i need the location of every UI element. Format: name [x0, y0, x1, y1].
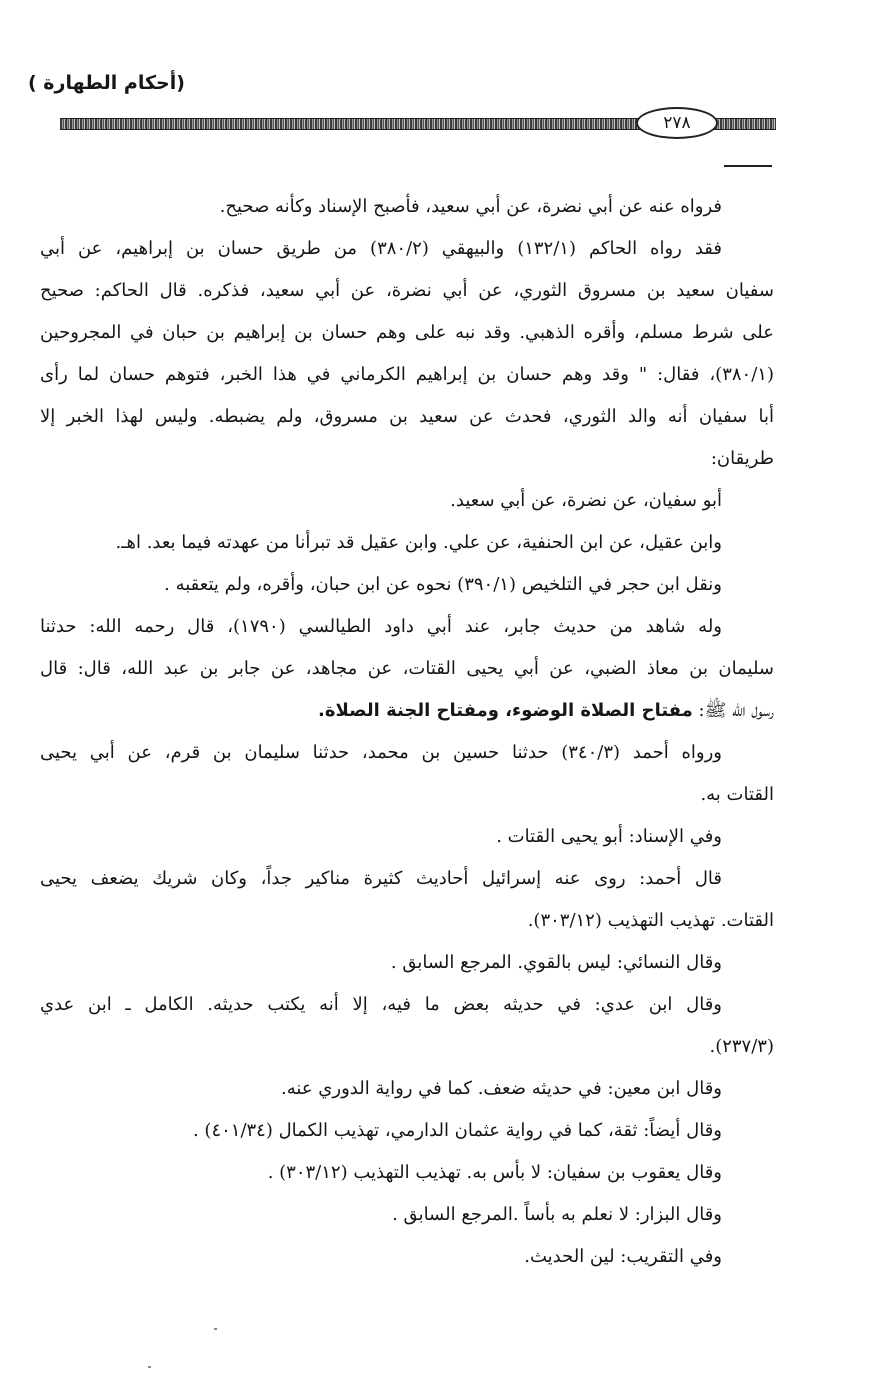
text-line: أبا سفيان أنه والد الثوري، فحدث عن سعيد بن مسروق، ولم يضبطه. وليس لهذا الخبر إلا: [40, 406, 774, 427]
book-title: (أحكام الطهارة ): [28, 72, 185, 94]
header-rule: [60, 118, 640, 130]
text-line: وله شاهد من حديث جابر، عند أبي داود الطيالسي (١٧٩٠)، قال رحمه الله: حدثنا: [40, 616, 723, 637]
text-line: [40, 690, 774, 732]
text-line: وقال أيضاً: ثقة، كما في رواية عثمان الدارمي، تهذيب الكمال (٤٠١/٣٤) .: [192, 1120, 722, 1141]
scan-speck: [214, 1328, 217, 1330]
page-body: [40, 186, 774, 1278]
header-rule-right: [710, 118, 776, 130]
text-line: (٢٣٧/٣).: [709, 1036, 774, 1057]
text-line: وقال ابن معين: في حديثه ضعف. كما في رواية الدوري عنه.: [281, 1078, 722, 1099]
text-line: وقال يعقوب بن سفيان: لا بأس به. تهذيب التهذيب (٣٠٣/١٢) .: [267, 1162, 722, 1183]
text-line: وفي التقريب: لين الحديث.: [524, 1246, 722, 1267]
page-number: ٢٧٨: [636, 107, 718, 139]
text-line: القتات به.: [700, 784, 774, 805]
text-line: طريقان:: [710, 448, 774, 469]
text-line: على شرط مسلم، وأقره الذهبي. وقد نبه على وهم حسان بن إبراهيم بن حبان في المجروحين: [40, 322, 774, 343]
text-line: وقال النسائي: ليس بالقوي. المرجع السابق .: [390, 952, 722, 973]
text-line: سفيان سعيد بن مسروق الثوري، عن أبي نضرة، عن أبي سعيد، فذكره. قال الحاكم: صحيح: [40, 280, 774, 301]
text-line: وفي الإسناد: أبو يحيى القتات .: [496, 826, 722, 847]
text-line: (٣٨٠/١)، فقال: " وقد وهم حسان بن إبراهيم الكرماني في هذا الخبر، فتوهم حسان لما رأى: [40, 364, 774, 385]
text-line: وقال البزار: لا نعلم به بأساً .المرجع السابق .: [392, 1204, 722, 1225]
text-line: وقال ابن عدي: في حديثه بعض ما فيه، إلا أنه يكتب حديثه. الكامل ـ ابن عدي: [40, 994, 722, 1015]
text-line: ونقل ابن حجر في التلخيص (٣٩٠/١) نحوه عن ابن حبان، وأقره، ولم يتعقبه .: [164, 574, 722, 595]
prophet-mention: رسول الله ﷺ:: [698, 700, 774, 721]
hadith-text: مفتاح الصلاة الوضوء، ومفتاح الجنة الصلاة.: [318, 700, 693, 721]
text-line: سليمان بن معاذ الضبي، عن أبي يحيى القتات، عن مجاهد، عن جابر بن عبد الله، قال: قال: [40, 658, 774, 679]
text-line: ورواه أحمد (٣٤٠/٣) حدثنا حسين بن محمد، حدثنا سليمان بن قرم، عن أبي يحيى: [40, 742, 722, 763]
text-line: قال أحمد: روى عنه إسرائيل أحاديث كثيرة مناكير جداً، وكان شريك يضعف يحيى: [40, 868, 722, 889]
text-line: أبو سفيان، عن نضرة، عن أبي سعيد.: [450, 490, 722, 511]
text-line: فقد رواه الحاكم (١٣٢/١) والبيهقي (٣٨٠/٢) من طريق حسان بن إبراهيم، عن أبي: [40, 238, 722, 259]
separator-line: [724, 165, 772, 167]
text-line: القتات. تهذيب التهذيب (٣٠٣/١٢).: [527, 910, 774, 931]
text-line: وابن عقيل، عن ابن الحنفية، عن علي. وابن عقيل قد تبرأنا من عهدته فيما بعد. اهـ.: [115, 532, 722, 553]
scan-speck: [148, 1366, 151, 1368]
text-line: فرواه عنه عن أبي نضرة، عن أبي سعيد، فأصبح الإسناد وكأنه صحيح.: [219, 196, 722, 217]
